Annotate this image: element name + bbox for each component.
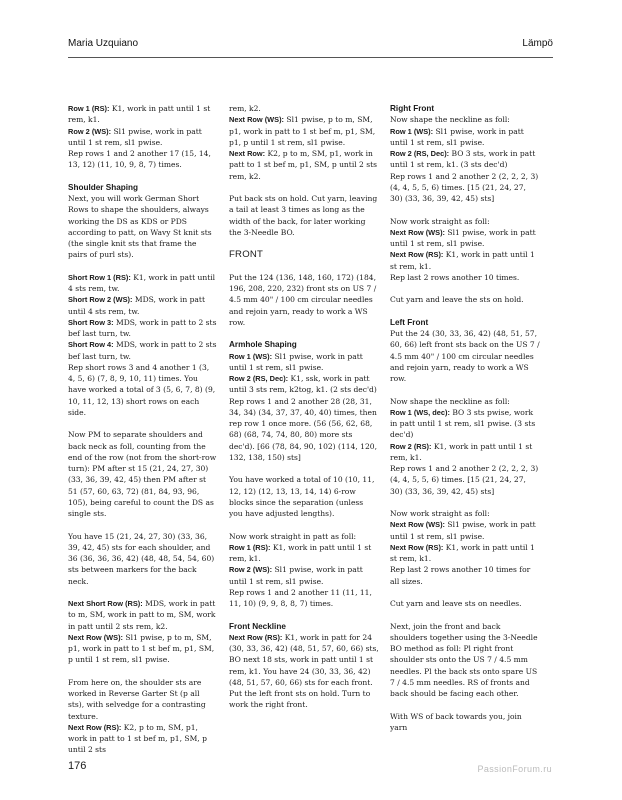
next-row-rs: Next Row (RS): K2, p to m, SM, p1, work in patt to 1 st bef m, p1, SM, p until 2 sts <box>68 722 207 755</box>
left-front-next-rs: Next Row (RS): K1, work in patt until 1 st rem, k1. <box>390 542 535 563</box>
paragraph: Cut yarn and leave sts on needles. <box>390 599 522 608</box>
instruction-row-1: Row 1 (RS): K1, work in patt until 1 st rem, k1. <box>68 104 211 125</box>
left-front-next-ws: Next Row (WS): Sl1 pwise, work in patt until 1 st rem, sl1 pwise. <box>390 520 536 541</box>
paragraph: Now PM to separate shoulders and back neck as foll, counting from the end of the row (not from the short-row turn): PM after st 15 (21, 24, 27, 30) (33, 36, 39, 42, 45) then PM after st 51 (57, 60, 63, 72) (81, 84, 93, 96, 105), being careful to count the DS as single sts. <box>68 430 217 518</box>
right-front-next-ws: Next Row (WS): Sl1 pwise, work in patt until 1 st rem, sl1 pwise. <box>390 227 536 248</box>
column-1 <box>68 103 218 756</box>
right-front-row-1: Row 1 (WS): Sl1 pwise, work in patt until 1 st rem, sl1 pwise. <box>390 126 524 147</box>
left-front-row-2: Row 2 (RS): K1, work in patt until 1 st rem, k1. <box>390 441 533 462</box>
watermark: PassionForum.ru <box>477 764 552 774</box>
paragraph: With WS of back towards you, join yarn <box>390 711 522 732</box>
repeat-instruction: Rep last 2 rows another 10 times. <box>390 272 520 282</box>
paragraph: Put the 24 (30, 33, 36, 42) (48, 51, 57, 60, 66) left front sts back on the US 7 / 4.5 mm 40" / 100 cm circular needles and rejoin yarn, ready to work a WS row. <box>390 329 540 383</box>
next-row-ws: Next Row (WS): Sl1 pwise, p to m, SM, p1, work in patt to 1 st bef m, p1, SM, p1, p until 1 st rem, sl1 pwise. <box>229 115 376 147</box>
paragraph: Now shape the neckline as foll: <box>390 396 510 406</box>
repeat-instruction: Rep rows 1 and 2 another 2 (2, 2, 2, 3) (4, 4, 5, 5, 6) times. [15 (21, 24, 27, 30) (33, 36, 39, 42, 45) sts] <box>390 171 539 203</box>
right-front-row-2: Row 2 (RS, Dec): BO 3 sts, work in patt until 1 st rem, k1. (3 sts dec'd) <box>390 149 536 170</box>
paragraph: Put the 124 (136, 148, 160, 172) (184, 196, 208, 220, 232) front sts on US 7 / 4.5 mm 40" / 100 cm circular needles and rejoin yarn, ready to work a WS row. <box>229 272 377 327</box>
section-heading-shoulder: Shoulder Shaping <box>68 182 139 192</box>
paragraph: Now work straight in patt as foll: <box>229 531 357 541</box>
short-row-3: Short Row 3: MDS, work in patt to 2 sts bef last turn, tw. <box>68 317 217 338</box>
repeat-instruction: Rep rows 1 and 2 another 28 (28, 31, 34, 34) (34, 37, 37, 40, 40) times, then rep row 1 once more. (56 (56, 62, 68, 68) (68, 74, 74, 80, 80) more sts dec'd). [66 (78, 84, 90, 102) (114, 120, 132, 138, 150) sts] <box>229 396 377 462</box>
section-heading-right-front: Right Front <box>390 104 435 113</box>
paragraph: From here on, the shoulder sts are worked in Reverse Garter St (p all sts), with selvedge for a contrasting texture. <box>68 677 206 721</box>
section-heading-left-front: Left Front <box>390 317 429 327</box>
paragraph: Next, you will work German Short Rows to shape the shoulders, always working the DS as KDS or PDS according to patt, on Wavy St knit sts (the single knit sts that frame the pairs of purl sts). <box>68 194 212 260</box>
section-heading-armhole: Armhole Shaping <box>229 340 297 350</box>
repeat-instruction: Rep last 2 rows another 10 times for all sizes. <box>390 565 531 586</box>
next-short-row: Next Short Row (RS): MDS, work in patt to m, SM, work in patt to m, SM, work in patt until 2 sts rem, k2. <box>68 599 216 631</box>
armhole-row-2: Row 2 (RS, Dec): K1, ssk, work in patt until 3 sts rem, k2tog, k1. (2 sts dec'd) <box>229 374 377 395</box>
paragraph: Put back sts on hold. Cut yarn, leaving a tail at least 3 times as long as the width of the back, for later working the 3-Needle BO. <box>229 194 378 237</box>
next-row-ws: Next Row (WS): Sl1 pwise, p to m, SM, p1, work in patt to 1 st bef m, p1, SM, p until 1 st rem, sl1 pwise. <box>68 632 215 665</box>
repeat-instruction: Rep rows 1 and 2 another 17 (15, 14, 13, 12) (11, 10, 9, 8, 7) times. <box>68 149 211 170</box>
next-row: Next Row: K2, p to m, SM, p1, work in patt to 1 st bef m, p1, SM, p until 2 sts rem, k2. <box>229 149 378 181</box>
section-heading-front: FRONT <box>229 249 264 261</box>
paragraph: You have 15 (21, 24, 27, 30) (33, 36, 39, 42, 45) sts for each shoulder, and 36 (36, 36, 36, 42) (48, 48, 54, 54, 60) sts between markers for the back neck. <box>68 531 215 586</box>
short-row-2: Short Row 2 (WS): MDS, work in patt until 4 sts rem, tw. <box>68 295 205 316</box>
instruction-row-2: Row 2 (WS): Sl1 pwise, work in patt until 1 st rem, sl1 pwise. <box>68 126 202 147</box>
left-front-row-1: Row 1 (WS, dec): BO 3 sts pwise, work in patt until 1 st rem, sl1 pwise. (3 sts dec'd) <box>390 407 536 440</box>
header-rule <box>68 57 553 58</box>
column-2 <box>229 103 379 711</box>
armhole-row-1: Row 1 (WS): Sl1 pwise, work in patt until 1 st rem, sl1 pwise. <box>229 351 363 372</box>
page-number: 176 <box>68 760 87 772</box>
straight-row-2: Row 2 (WS): Sl1 pwise, work in patt until 1 st rem, sl1 pwise. <box>229 565 363 586</box>
right-front-next-rs: Next Row (RS): K1, work in patt until 1 st rem, k1. <box>390 250 535 271</box>
paragraph: Rep short rows 3 and 4 another 1 (3, 4, 5, 6) (7, 8, 9, 10, 11) times. You have worked a total of 3 (5, 6, 7, 8) (9, 10, 11, 12, 13) short rows on each side. <box>68 362 216 417</box>
paragraph: Cut yarn and leave the sts on hold. <box>390 295 524 305</box>
straight-row-1: Row 1 (RS): K1, work in patt until 1 st rem, k1. <box>229 542 372 563</box>
repeat-instruction: Rep rows 1 and 2 another 11 (11, 11, 11, 10) (9, 9, 8, 8, 7) times. <box>229 587 372 608</box>
repeat-instruction: Rep rows 1 and 2 another 2 (2, 2, 2, 3) (4, 4, 5, 5, 6) times. [15 (21, 24, 27, 30) (33, 36, 39, 42, 45) sts] <box>390 464 539 496</box>
neckline-row: Next Row (RS): K1, work in patt for 24 (30, 33, 36, 42) (48, 51, 57, 60, 66) sts, BO next 18 sts, work in patt until 1 st rem, k1. You have 24 (30, 33, 36, 42) (48, 51, 57, 60, 66) sts for each front. Put the left front sts on hold. Turn to work the right front. <box>229 632 379 710</box>
paragraph: Now work straight as foll: <box>390 216 490 226</box>
paragraph: Next, join the front and back shoulders together using the 3-Needle BO method as foll: Pl right front shoulder sts onto the US 7 / 4.5 mm needles. Pl the back sts onto spare US 7 / 4.5 mm needles. RS of fronts and back should be facing each other. <box>390 621 538 698</box>
continued-text: rem, k2. <box>229 104 261 113</box>
paragraph: Now work straight as foll: <box>390 509 490 518</box>
header-author: Maria Uzquiano <box>68 38 139 49</box>
short-row-4: Short Row 4: MDS, work in patt to 2 sts bef last turn, tw. <box>68 340 217 361</box>
paragraph: You have worked a total of 10 (10, 11, 12, 12) (12, 13, 13, 14, 14) 6-row blocks since the separation (unless you have adjusted lengths). <box>229 475 375 518</box>
paragraph: Now shape the neckline as foll: <box>390 115 510 125</box>
short-row-1: Short Row 1 (RS): K1, work in patt until 4 sts rem, tw. <box>68 272 216 293</box>
column-3 <box>390 103 540 733</box>
section-heading-neckline: Front Neckline <box>229 621 286 631</box>
header-title: Lämpö <box>522 38 553 49</box>
